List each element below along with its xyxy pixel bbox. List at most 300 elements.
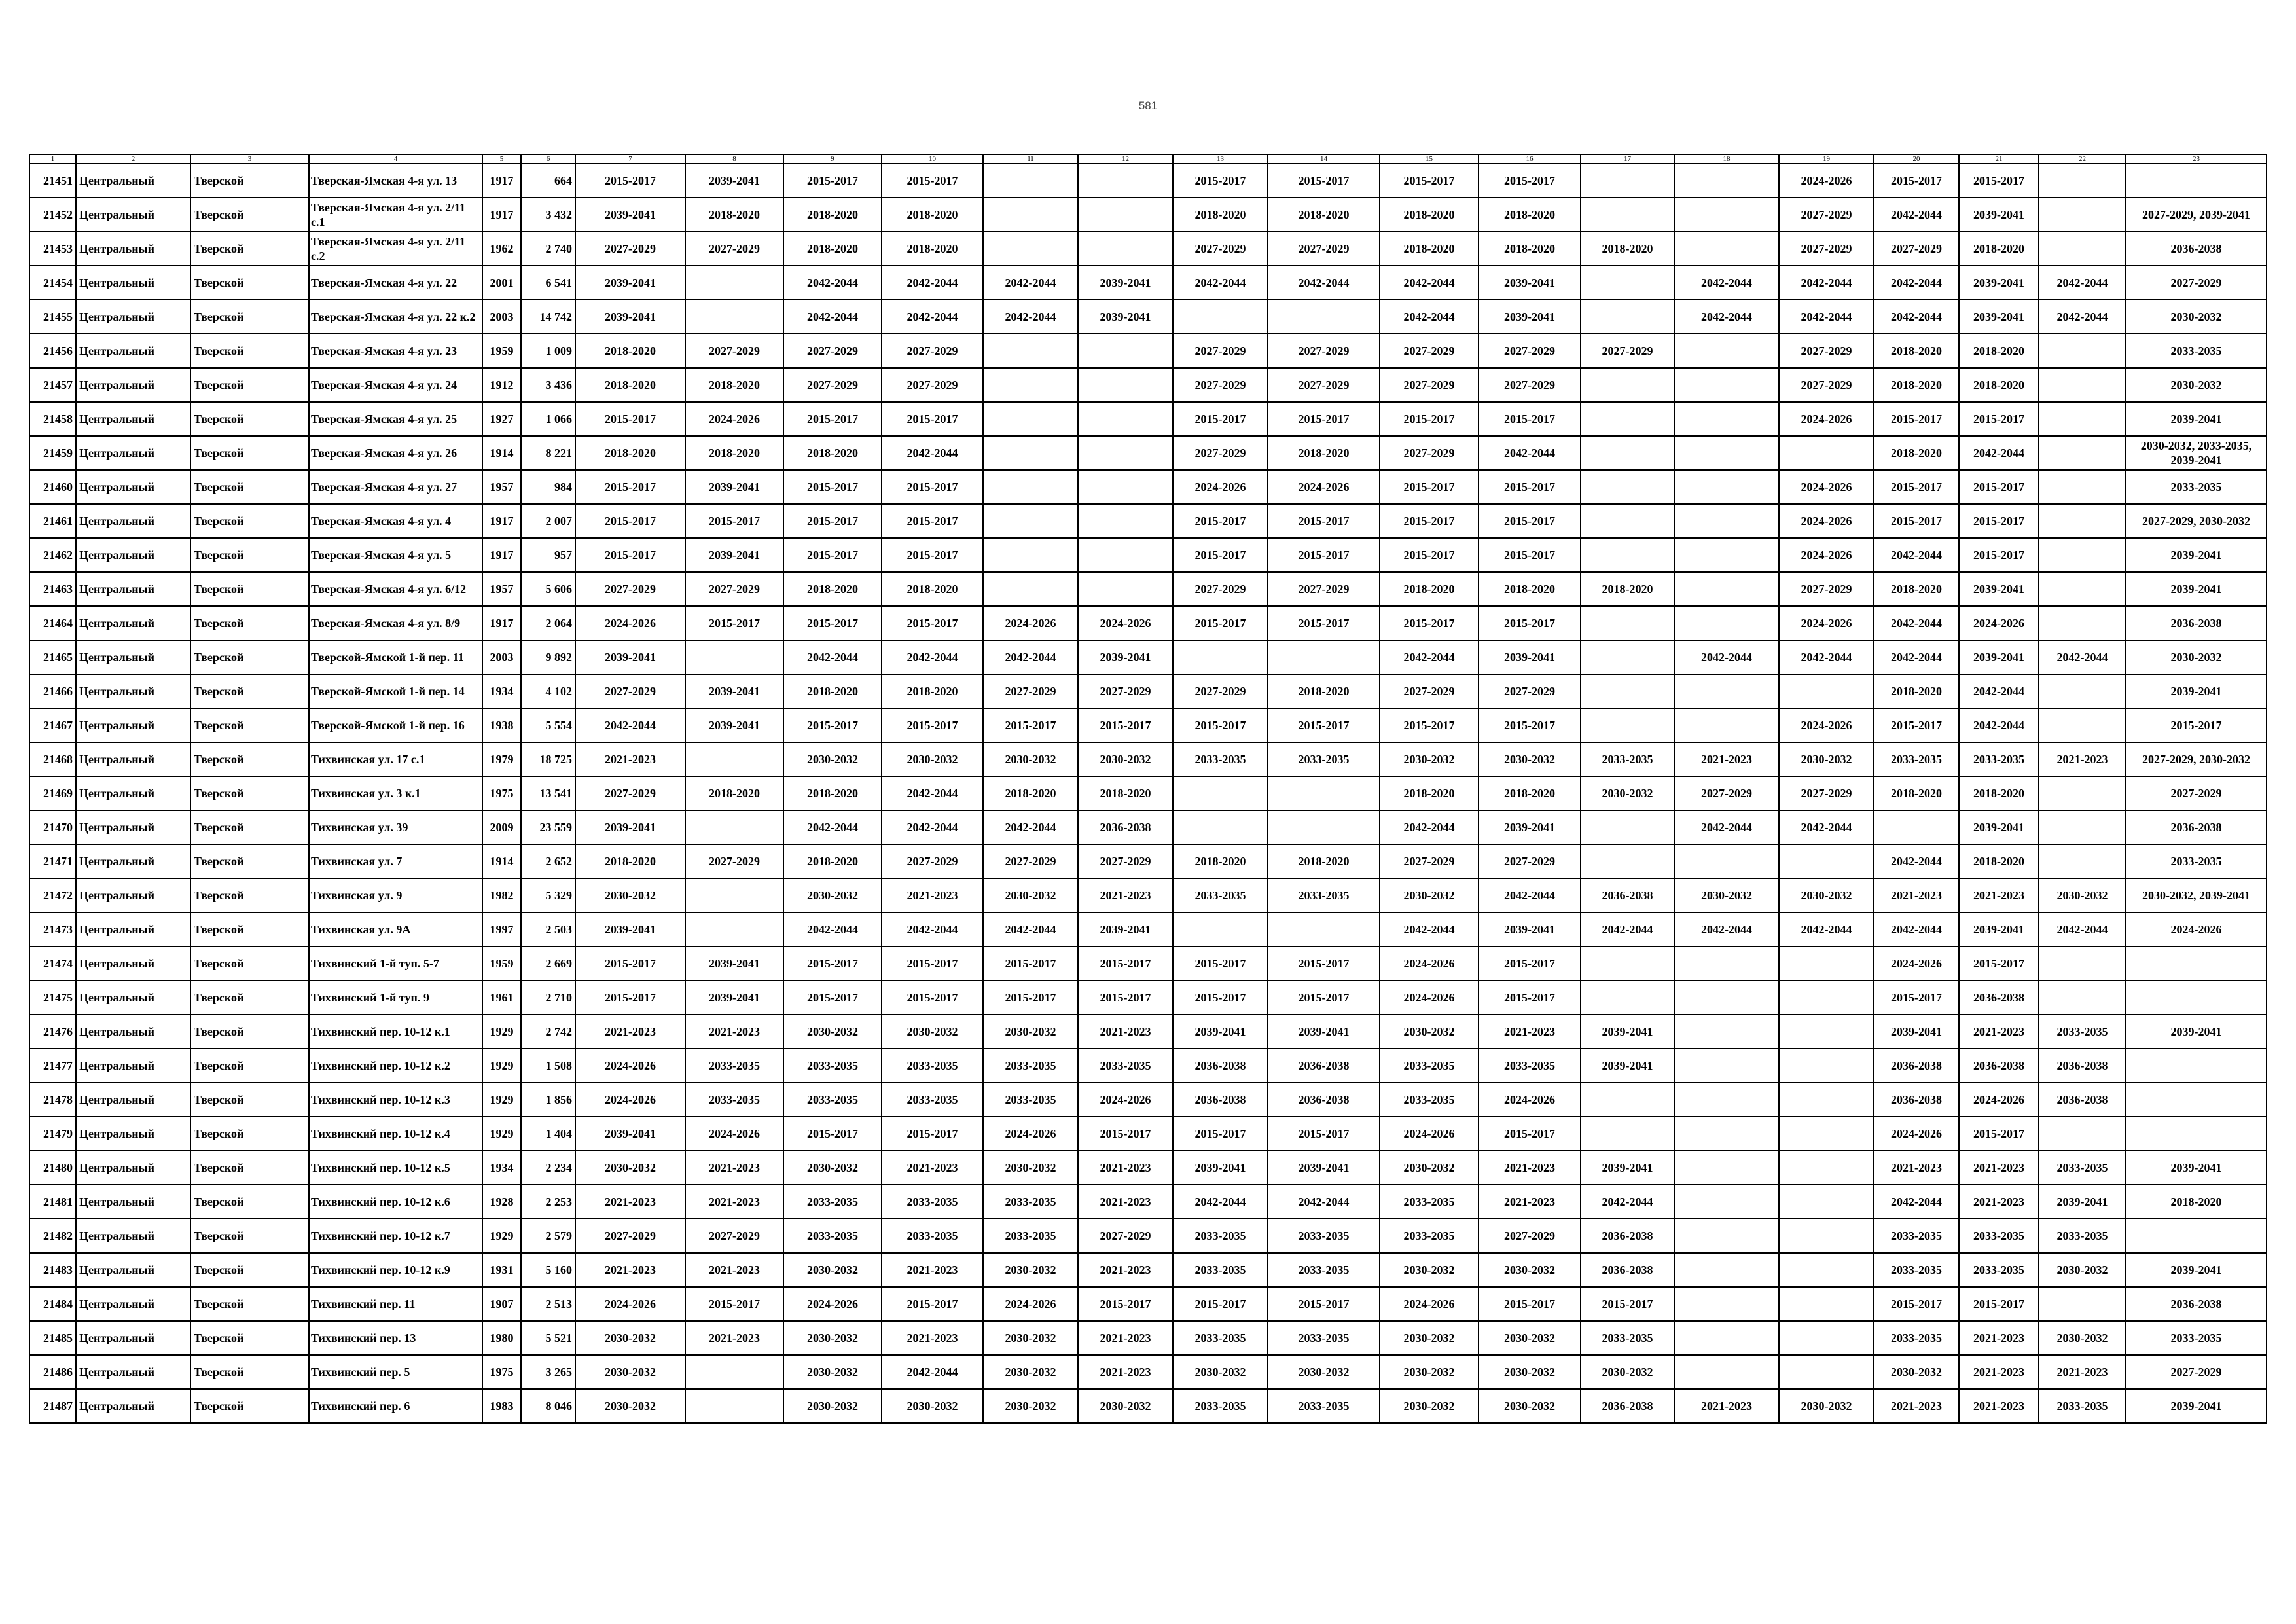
table-cell-col-23: 2039-2041 xyxy=(2126,538,2267,572)
table-cell-col-3: Тверской xyxy=(190,1389,309,1423)
table-cell-col-10: 2033-2035 xyxy=(882,1219,983,1253)
table-cell-col-2: Центральный xyxy=(76,436,190,470)
table-cell-col-20: 2024-2026 xyxy=(1874,1117,1959,1151)
table-cell-col-16: 2015-2017 xyxy=(1479,606,1581,640)
table-cell-col-11: 2042-2044 xyxy=(983,266,1078,300)
table-cell-col-16: 2015-2017 xyxy=(1479,981,1581,1015)
table-cell-col-15: 2030-2032 xyxy=(1380,1151,1479,1185)
table-cell-col-21: 2021-2023 xyxy=(1959,1355,2039,1389)
table-cell-col-16: 2030-2032 xyxy=(1479,1321,1581,1355)
table-cell-col-3: Тверской xyxy=(190,1151,309,1185)
column-number-header: 1 xyxy=(29,154,76,164)
table-cell-col-14: 2027-2029 xyxy=(1268,368,1380,402)
table-cell-col-1: 21474 xyxy=(29,947,76,981)
table-cell-col-2: Центральный xyxy=(76,640,190,674)
table-cell-col-4: Тихвинский пер. 10-12 к.1 xyxy=(309,1015,482,1049)
table-cell-col-7: 2042-2044 xyxy=(575,708,685,742)
table-cell-col-16: 2015-2017 xyxy=(1479,947,1581,981)
table-cell-col-4: Тихвинский пер. 13 xyxy=(309,1321,482,1355)
table-cell-col-11 xyxy=(983,198,1078,232)
table-cell-col-15: 2030-2032 xyxy=(1380,1389,1479,1423)
table-cell-col-14: 2039-2041 xyxy=(1268,1015,1380,1049)
table-cell-col-22 xyxy=(2039,402,2126,436)
column-number-header: 5 xyxy=(482,154,521,164)
table-cell-col-16: 2030-2032 xyxy=(1479,1253,1581,1287)
table-row xyxy=(29,981,2267,1015)
table-cell-col-16: 2015-2017 xyxy=(1479,402,1581,436)
table-cell-col-8 xyxy=(685,266,783,300)
table-cell-col-8 xyxy=(685,1355,783,1389)
table-cell-col-19: 2024-2026 xyxy=(1779,402,1874,436)
table-cell-col-7: 2015-2017 xyxy=(575,470,685,504)
table-cell-col-21: 2024-2026 xyxy=(1959,606,2039,640)
table-cell-col-21: 2015-2017 xyxy=(1959,1117,2039,1151)
table-cell-col-5: 1914 xyxy=(482,436,521,470)
table-cell-col-7: 2027-2029 xyxy=(575,572,685,606)
table-cell-col-23: 2027-2029 xyxy=(2126,1355,2267,1389)
table-cell-col-13: 2027-2029 xyxy=(1173,572,1268,606)
table-cell-col-17 xyxy=(1581,1117,1674,1151)
table-cell-col-13: 2015-2017 xyxy=(1173,504,1268,538)
table-cell-col-14: 2036-2038 xyxy=(1268,1083,1380,1117)
table-row xyxy=(29,1185,2267,1219)
table-cell-col-17 xyxy=(1581,981,1674,1015)
table-cell-col-19: 2024-2026 xyxy=(1779,470,1874,504)
table-cell-col-21: 2015-2017 xyxy=(1959,947,2039,981)
table-cell-col-5: 1907 xyxy=(482,1287,521,1321)
table-cell-col-16: 2033-2035 xyxy=(1479,1049,1581,1083)
table-cell-col-16: 2018-2020 xyxy=(1479,232,1581,266)
table-cell-col-11: 2024-2026 xyxy=(983,1287,1078,1321)
table-cell-col-15: 2027-2029 xyxy=(1380,436,1479,470)
table-cell-col-6: 4 102 xyxy=(521,674,575,708)
table-cell-col-22 xyxy=(2039,504,2126,538)
table-body xyxy=(29,164,2267,1423)
table-cell-col-16: 2021-2023 xyxy=(1479,1185,1581,1219)
table-row xyxy=(29,1355,2267,1389)
table-cell-col-11: 2033-2035 xyxy=(983,1083,1078,1117)
table-cell-col-2: Центральный xyxy=(76,1117,190,1151)
table-cell-col-10: 2021-2023 xyxy=(882,878,983,912)
table-cell-col-14: 2033-2035 xyxy=(1268,1219,1380,1253)
table-cell-col-11 xyxy=(983,572,1078,606)
table-cell-col-10: 2042-2044 xyxy=(882,436,983,470)
table-cell-col-19: 2042-2044 xyxy=(1779,810,1874,844)
table-cell-col-11 xyxy=(983,504,1078,538)
table-cell-col-3: Тверской xyxy=(190,538,309,572)
table-cell-col-1: 21484 xyxy=(29,1287,76,1321)
table-cell-col-11: 2042-2044 xyxy=(983,810,1078,844)
table-cell-col-13 xyxy=(1173,640,1268,674)
table-cell-col-21: 2018-2020 xyxy=(1959,844,2039,878)
column-number-header: 23 xyxy=(2126,154,2267,164)
table-cell-col-12: 2027-2029 xyxy=(1078,674,1173,708)
table-cell-col-2: Центральный xyxy=(76,266,190,300)
table-cell-col-9: 2015-2017 xyxy=(783,538,882,572)
table-cell-col-15: 2033-2035 xyxy=(1380,1083,1479,1117)
table-cell-col-11 xyxy=(983,402,1078,436)
table-cell-col-17 xyxy=(1581,368,1674,402)
table-cell-col-2: Центральный xyxy=(76,470,190,504)
table-cell-col-11: 2027-2029 xyxy=(983,674,1078,708)
table-cell-col-5: 1917 xyxy=(482,538,521,572)
table-cell-col-10: 2015-2017 xyxy=(882,538,983,572)
table-cell-col-16: 2018-2020 xyxy=(1479,198,1581,232)
table-cell-col-20: 2042-2044 xyxy=(1874,300,1959,334)
table-cell-col-8: 2039-2041 xyxy=(685,470,783,504)
table-cell-col-15: 2015-2017 xyxy=(1380,164,1479,198)
table-cell-col-14: 2030-2032 xyxy=(1268,1355,1380,1389)
table-cell-col-8: 2021-2023 xyxy=(685,1185,783,1219)
table-cell-col-19 xyxy=(1779,1049,1874,1083)
table-cell-col-5: 1934 xyxy=(482,1151,521,1185)
table-cell-col-18 xyxy=(1674,606,1779,640)
table-cell-col-20: 2015-2017 xyxy=(1874,981,1959,1015)
table-cell-col-4: Тихвинский пер. 10-12 к.4 xyxy=(309,1117,482,1151)
table-cell-col-11: 2042-2044 xyxy=(983,300,1078,334)
table-cell-col-15: 2018-2020 xyxy=(1380,572,1479,606)
column-number-header: 21 xyxy=(1959,154,2039,164)
table-cell-col-5: 1983 xyxy=(482,1389,521,1423)
table-cell-col-6: 5 160 xyxy=(521,1253,575,1287)
table-cell-col-4: Тихвинский пер. 10-12 к.7 xyxy=(309,1219,482,1253)
table-cell-col-13: 2027-2029 xyxy=(1173,368,1268,402)
column-number-header: 6 xyxy=(521,154,575,164)
table-cell-col-20: 2036-2038 xyxy=(1874,1083,1959,1117)
table-cell-col-8: 2018-2020 xyxy=(685,198,783,232)
table-cell-col-15: 2024-2026 xyxy=(1380,1117,1479,1151)
table-cell-col-23 xyxy=(2126,1219,2267,1253)
table-cell-col-4: Тверская-Ямская 4-я ул. 27 xyxy=(309,470,482,504)
table-cell-col-9: 2033-2035 xyxy=(783,1185,882,1219)
table-cell-col-10: 2033-2035 xyxy=(882,1049,983,1083)
table-cell-col-5: 1914 xyxy=(482,844,521,878)
table-cell-col-18 xyxy=(1674,1015,1779,1049)
table-cell-col-14: 2033-2035 xyxy=(1268,878,1380,912)
table-cell-col-2: Центральный xyxy=(76,1219,190,1253)
table-cell-col-8 xyxy=(685,742,783,776)
table-cell-col-21: 2015-2017 xyxy=(1959,504,2039,538)
table-cell-col-3: Тверской xyxy=(190,402,309,436)
table-cell-col-15: 2027-2029 xyxy=(1380,844,1479,878)
table-cell-col-11: 2015-2017 xyxy=(983,708,1078,742)
table-cell-col-4: Тихвинский пер. 10-12 к.5 xyxy=(309,1151,482,1185)
table-cell-col-10: 2018-2020 xyxy=(882,232,983,266)
table-cell-col-20: 2018-2020 xyxy=(1874,776,1959,810)
table-cell-col-7: 2030-2032 xyxy=(575,1355,685,1389)
table-cell-col-20: 2042-2044 xyxy=(1874,640,1959,674)
table-cell-col-3: Тверской xyxy=(190,368,309,402)
table-cell-col-10: 2033-2035 xyxy=(882,1083,983,1117)
table-cell-col-16: 2027-2029 xyxy=(1479,844,1581,878)
table-cell-col-8: 2018-2020 xyxy=(685,436,783,470)
table-cell-col-7: 2039-2041 xyxy=(575,1117,685,1151)
table-cell-col-9: 2030-2032 xyxy=(783,1151,882,1185)
column-number-header: 12 xyxy=(1078,154,1173,164)
table-cell-col-13 xyxy=(1173,810,1268,844)
table-cell-col-2: Центральный xyxy=(76,742,190,776)
table-cell-col-8 xyxy=(685,810,783,844)
table-cell-col-9: 2030-2032 xyxy=(783,878,882,912)
table-cell-col-20: 2015-2017 xyxy=(1874,402,1959,436)
table-cell-col-9: 2015-2017 xyxy=(783,708,882,742)
table-cell-col-3: Тверской xyxy=(190,572,309,606)
table-cell-col-21: 2033-2035 xyxy=(1959,1253,2039,1287)
table-cell-col-22 xyxy=(2039,1287,2126,1321)
table-cell-col-9: 2018-2020 xyxy=(783,844,882,878)
table-cell-col-11: 2015-2017 xyxy=(983,947,1078,981)
table-cell-col-4: Тверская-Ямская 4-я ул. 6/12 xyxy=(309,572,482,606)
table-cell-col-17 xyxy=(1581,674,1674,708)
table-cell-col-18 xyxy=(1674,232,1779,266)
table-cell-col-21: 2042-2044 xyxy=(1959,674,2039,708)
table-cell-col-20: 2030-2032 xyxy=(1874,1355,1959,1389)
table-cell-col-19: 2024-2026 xyxy=(1779,538,1874,572)
table-cell-col-1: 21471 xyxy=(29,844,76,878)
table-cell-col-11: 2024-2026 xyxy=(983,606,1078,640)
table-cell-col-12 xyxy=(1078,198,1173,232)
table-cell-col-15: 2024-2026 xyxy=(1380,947,1479,981)
table-cell-col-5: 1959 xyxy=(482,334,521,368)
table-cell-col-2: Центральный xyxy=(76,300,190,334)
table-cell-col-3: Тверской xyxy=(190,640,309,674)
table-cell-col-2: Центральный xyxy=(76,334,190,368)
table-cell-col-2: Центральный xyxy=(76,1015,190,1049)
table-cell-col-7: 2024-2026 xyxy=(575,1287,685,1321)
table-cell-col-9: 2030-2032 xyxy=(783,1253,882,1287)
table-cell-col-8: 2027-2029 xyxy=(685,844,783,878)
table-cell-col-23: 2036-2038 xyxy=(2126,232,2267,266)
column-number-header: 19 xyxy=(1779,154,1874,164)
table-cell-col-7: 2030-2032 xyxy=(575,1151,685,1185)
table-cell-col-21: 2039-2041 xyxy=(1959,572,2039,606)
table-cell-col-7: 2018-2020 xyxy=(575,436,685,470)
column-number-header: 20 xyxy=(1874,154,1959,164)
table-cell-col-13: 2015-2017 xyxy=(1173,606,1268,640)
table-cell-col-14: 2033-2035 xyxy=(1268,1253,1380,1287)
table-cell-col-9: 2015-2017 xyxy=(783,1117,882,1151)
table-cell-col-8: 2039-2041 xyxy=(685,708,783,742)
table-cell-col-9: 2027-2029 xyxy=(783,368,882,402)
table-cell-col-18 xyxy=(1674,1083,1779,1117)
table-cell-col-19 xyxy=(1779,1355,1874,1389)
table-cell-col-15: 2024-2026 xyxy=(1380,981,1479,1015)
table-cell-col-21: 2021-2023 xyxy=(1959,1185,2039,1219)
table-cell-col-14: 2042-2044 xyxy=(1268,266,1380,300)
table-row xyxy=(29,810,2267,844)
table-cell-col-9: 2018-2020 xyxy=(783,232,882,266)
table-cell-col-13: 2018-2020 xyxy=(1173,844,1268,878)
table-cell-col-17 xyxy=(1581,300,1674,334)
table-cell-col-3: Тверской xyxy=(190,1015,309,1049)
table-cell-col-21: 2015-2017 xyxy=(1959,402,2039,436)
table-cell-col-22 xyxy=(2039,776,2126,810)
table-cell-col-10: 2027-2029 xyxy=(882,368,983,402)
table-cell-col-21: 2039-2041 xyxy=(1959,810,2039,844)
table-cell-col-2: Центральный xyxy=(76,981,190,1015)
table-cell-col-1: 21461 xyxy=(29,504,76,538)
table-cell-col-14: 2024-2026 xyxy=(1268,470,1380,504)
table-cell-col-11: 2030-2032 xyxy=(983,1389,1078,1423)
table-cell-col-18 xyxy=(1674,470,1779,504)
table-cell-col-13: 2033-2035 xyxy=(1173,1253,1268,1287)
table-cell-col-2: Центральный xyxy=(76,810,190,844)
table-cell-col-1: 21468 xyxy=(29,742,76,776)
table-cell-col-4: Тверская-Ямская 4-я ул. 22 xyxy=(309,266,482,300)
table-cell-col-7: 2018-2020 xyxy=(575,844,685,878)
table-cell-col-5: 1961 xyxy=(482,981,521,1015)
table-cell-col-13: 2033-2035 xyxy=(1173,1389,1268,1423)
table-cell-col-10: 2015-2017 xyxy=(882,981,983,1015)
table-cell-col-14 xyxy=(1268,300,1380,334)
table-cell-col-2: Центральный xyxy=(76,1151,190,1185)
table-cell-col-18 xyxy=(1674,674,1779,708)
table-cell-col-12: 2024-2026 xyxy=(1078,1083,1173,1117)
table-cell-col-7: 2015-2017 xyxy=(575,164,685,198)
table-cell-col-13: 2015-2017 xyxy=(1173,981,1268,1015)
table-cell-col-9: 2042-2044 xyxy=(783,810,882,844)
table-cell-col-23: 2024-2026 xyxy=(2126,912,2267,947)
table-cell-col-19 xyxy=(1779,1253,1874,1287)
table-cell-col-12 xyxy=(1078,470,1173,504)
table-cell-col-9: 2033-2035 xyxy=(783,1049,882,1083)
table-cell-col-17 xyxy=(1581,266,1674,300)
table-cell-col-13: 2033-2035 xyxy=(1173,878,1268,912)
table-cell-col-3: Тверской xyxy=(190,232,309,266)
table-cell-col-3: Тверской xyxy=(190,674,309,708)
table-cell-col-4: Тверская-Ямская 4-я ул. 26 xyxy=(309,436,482,470)
column-number-header: 17 xyxy=(1581,154,1674,164)
table-cell-col-2: Центральный xyxy=(76,912,190,947)
table-cell-col-20: 2021-2023 xyxy=(1874,1151,1959,1185)
table-cell-col-14: 2015-2017 xyxy=(1268,606,1380,640)
table-cell-col-23: 2018-2020 xyxy=(2126,1185,2267,1219)
column-number-header: 3 xyxy=(190,154,309,164)
table-cell-col-10: 2018-2020 xyxy=(882,674,983,708)
table-cell-col-12 xyxy=(1078,504,1173,538)
table-cell-col-5: 2009 xyxy=(482,810,521,844)
table-cell-col-22 xyxy=(2039,164,2126,198)
table-cell-col-11: 2027-2029 xyxy=(983,844,1078,878)
table-cell-col-2: Центральный xyxy=(76,1389,190,1423)
table-cell-col-23: 2033-2035 xyxy=(2126,470,2267,504)
table-cell-col-22: 2033-2035 xyxy=(2039,1219,2126,1253)
table-cell-col-17: 2036-2038 xyxy=(1581,1389,1674,1423)
table-cell-col-3: Тверской xyxy=(190,1287,309,1321)
table-cell-col-17 xyxy=(1581,606,1674,640)
table-cell-col-23: 2033-2035 xyxy=(2126,1321,2267,1355)
table-cell-col-10: 2042-2044 xyxy=(882,640,983,674)
table-cell-col-18: 2021-2023 xyxy=(1674,1389,1779,1423)
table-cell-col-6: 2 513 xyxy=(521,1287,575,1321)
table-cell-col-5: 1929 xyxy=(482,1219,521,1253)
table-cell-col-14 xyxy=(1268,912,1380,947)
table-cell-col-6: 5 606 xyxy=(521,572,575,606)
table-row xyxy=(29,640,2267,674)
table-cell-col-19: 2042-2044 xyxy=(1779,640,1874,674)
table-cell-col-12: 2030-2032 xyxy=(1078,742,1173,776)
table-cell-col-13: 2036-2038 xyxy=(1173,1049,1268,1083)
table-row xyxy=(29,912,2267,947)
table-cell-col-1: 21453 xyxy=(29,232,76,266)
table-cell-col-19: 2042-2044 xyxy=(1779,266,1874,300)
table-cell-col-8: 2018-2020 xyxy=(685,776,783,810)
table-cell-col-6: 6 541 xyxy=(521,266,575,300)
table-cell-col-8: 2039-2041 xyxy=(685,674,783,708)
table-cell-col-9: 2030-2032 xyxy=(783,742,882,776)
table-cell-col-22 xyxy=(2039,708,2126,742)
table-cell-col-22 xyxy=(2039,538,2126,572)
table-cell-col-8: 2021-2023 xyxy=(685,1253,783,1287)
table-cell-col-9: 2027-2029 xyxy=(783,334,882,368)
table-cell-col-17 xyxy=(1581,708,1674,742)
table-cell-col-7: 2021-2023 xyxy=(575,742,685,776)
table-cell-col-8: 2018-2020 xyxy=(685,368,783,402)
table-cell-col-14: 2018-2020 xyxy=(1268,674,1380,708)
table-cell-col-15: 2015-2017 xyxy=(1380,538,1479,572)
table-cell-col-19: 2030-2032 xyxy=(1779,1389,1874,1423)
table-cell-col-3: Тверской xyxy=(190,742,309,776)
table-cell-col-6: 984 xyxy=(521,470,575,504)
table-cell-col-19: 2024-2026 xyxy=(1779,504,1874,538)
table-cell-col-13: 2027-2029 xyxy=(1173,436,1268,470)
table-cell-col-18 xyxy=(1674,164,1779,198)
table-cell-col-11: 2042-2044 xyxy=(983,640,1078,674)
table-cell-col-16: 2027-2029 xyxy=(1479,334,1581,368)
table-cell-col-2: Центральный xyxy=(76,878,190,912)
table-cell-col-4: Тихвинский пер. 10-12 к.6 xyxy=(309,1185,482,1219)
table-cell-col-22 xyxy=(2039,470,2126,504)
table-cell-col-19: 2042-2044 xyxy=(1779,912,1874,947)
column-number-header: 10 xyxy=(882,154,983,164)
table-cell-col-16: 2042-2044 xyxy=(1479,878,1581,912)
table-cell-col-4: Тверская-Ямская 4-я ул. 5 xyxy=(309,538,482,572)
table-cell-col-8: 2024-2026 xyxy=(685,1117,783,1151)
table-cell-col-8: 2039-2041 xyxy=(685,538,783,572)
table-cell-col-2: Центральный xyxy=(76,538,190,572)
table-cell-col-16: 2030-2032 xyxy=(1479,1355,1581,1389)
table-cell-col-22: 2030-2032 xyxy=(2039,1253,2126,1287)
table-cell-col-3: Тверской xyxy=(190,470,309,504)
table-cell-col-19: 2027-2029 xyxy=(1779,334,1874,368)
table-cell-col-4: Тихвинская ул. 39 xyxy=(309,810,482,844)
table-cell-col-5: 1912 xyxy=(482,368,521,402)
table-cell-col-19: 2027-2029 xyxy=(1779,368,1874,402)
table-cell-col-11 xyxy=(983,232,1078,266)
table-cell-col-2: Центральный xyxy=(76,844,190,878)
table-cell-col-4: Тихвинский 1-й туп. 5-7 xyxy=(309,947,482,981)
table-cell-col-18 xyxy=(1674,708,1779,742)
table-cell-col-5: 2003 xyxy=(482,640,521,674)
table-row xyxy=(29,470,2267,504)
table-cell-col-6: 5 329 xyxy=(521,878,575,912)
table-cell-col-15: 2015-2017 xyxy=(1380,606,1479,640)
table-cell-col-6: 5 554 xyxy=(521,708,575,742)
table-cell-col-13: 2033-2035 xyxy=(1173,1321,1268,1355)
table-cell-col-20: 2039-2041 xyxy=(1874,1015,1959,1049)
table-cell-col-14: 2033-2035 xyxy=(1268,1321,1380,1355)
table-cell-col-11: 2030-2032 xyxy=(983,1151,1078,1185)
table-cell-col-19: 2024-2026 xyxy=(1779,164,1874,198)
table-cell-col-23: 2027-2029, 2039-2041 xyxy=(2126,198,2267,232)
table-cell-col-14: 2027-2029 xyxy=(1268,334,1380,368)
table-cell-col-3: Тверской xyxy=(190,1253,309,1287)
table-cell-col-14: 2033-2035 xyxy=(1268,742,1380,776)
table-cell-col-9: 2018-2020 xyxy=(783,572,882,606)
table-cell-col-5: 1929 xyxy=(482,1083,521,1117)
table-cell-col-17: 2036-2038 xyxy=(1581,1253,1674,1287)
table-cell-col-20: 2018-2020 xyxy=(1874,674,1959,708)
